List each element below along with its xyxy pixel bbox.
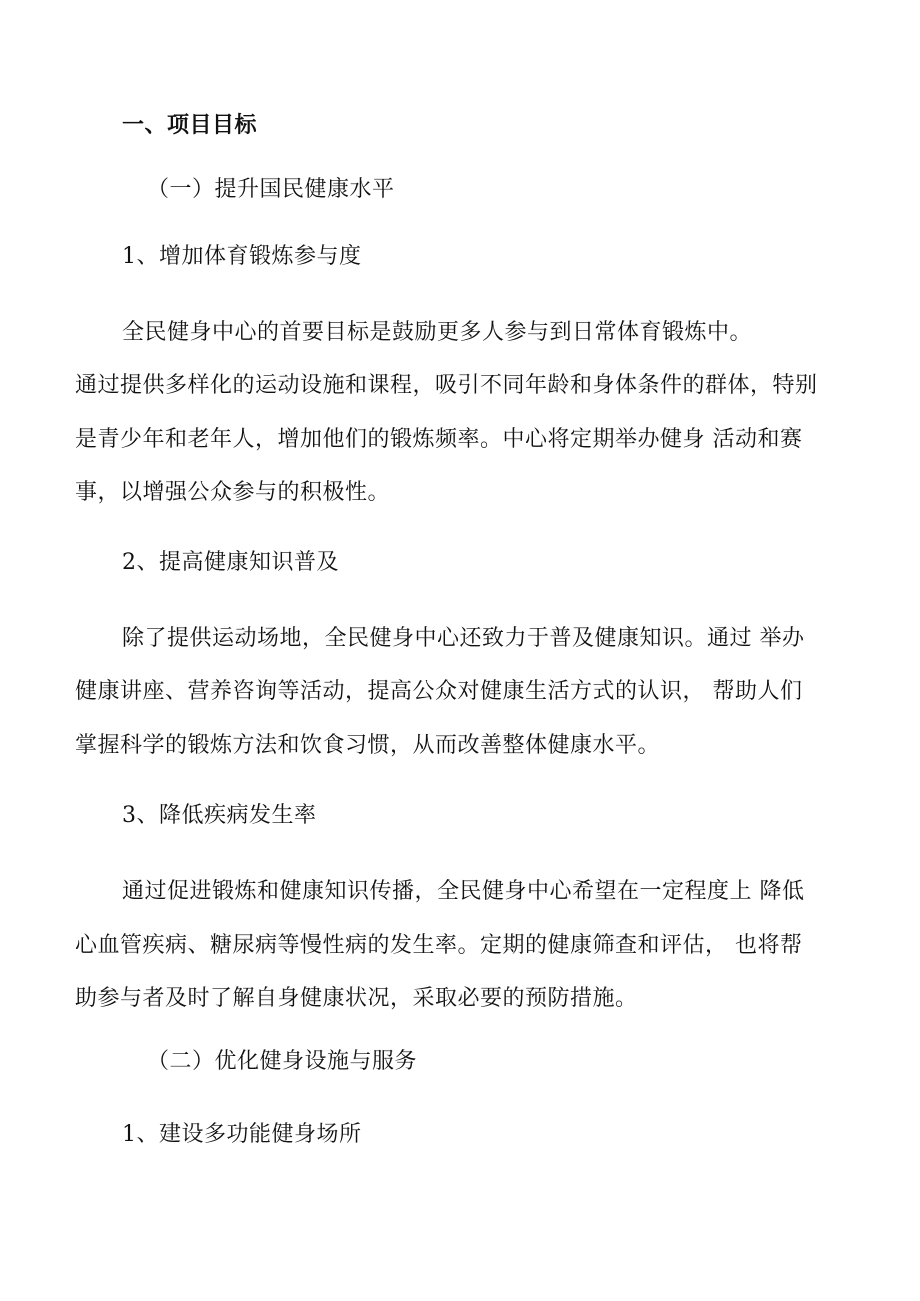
- paragraph-line: 心血管疾病、糖尿病等慢性病的发生率。定期的健康筛查和评估， 也将帮: [75, 933, 803, 958]
- paragraph-line: 事，以增强公众参与的积极性。: [75, 480, 391, 505]
- item-heading-1-2: 2、提高健康知识普及: [122, 550, 339, 575]
- subsection-title-2: （二）优化健身设施与服务: [147, 1049, 418, 1074]
- paragraph-line: 全民健身中心的首要目标是鼓励更多人参与到日常体育锻炼中。: [122, 320, 753, 345]
- paragraph-line: 是青少年和老年人，增加他们的锻炼频率。中心将定期举办健身 活动和赛: [75, 427, 803, 452]
- paragraph-line: 掌握科学的锻炼方法和饮食习惯，从而改善整体健康水平。: [75, 733, 661, 758]
- item-heading-1-3: 3、降低疾病发生率: [122, 803, 317, 828]
- paragraph-line: 除了提供运动场地，全民健身中心还致力于普及健康知识。通过 举办: [122, 626, 805, 651]
- item-heading-2-1: 1、建设多功能健身场所: [122, 1122, 362, 1147]
- section-title: 一、项目目标: [122, 112, 258, 138]
- paragraph-line: 助参与者及时了解自身健康状况，采取必要的预防措施。: [75, 986, 638, 1011]
- subsection-title-1: （一）提升国民健康水平: [147, 177, 395, 202]
- paragraph-line: 健康讲座、营养咨询等活动，提高公众对健康生活方式的认识， 帮助人们: [75, 679, 803, 704]
- item-heading-1-1: 1、增加体育锻炼参与度: [122, 244, 362, 269]
- paragraph-line: 通过促进锻炼和健康知识传播，全民健身中心希望在一定程度上 降低: [122, 879, 805, 904]
- paragraph-line: 通过提供多样化的运动设施和课程，吸引不同年龄和身体条件的群体，特别: [75, 373, 818, 398]
